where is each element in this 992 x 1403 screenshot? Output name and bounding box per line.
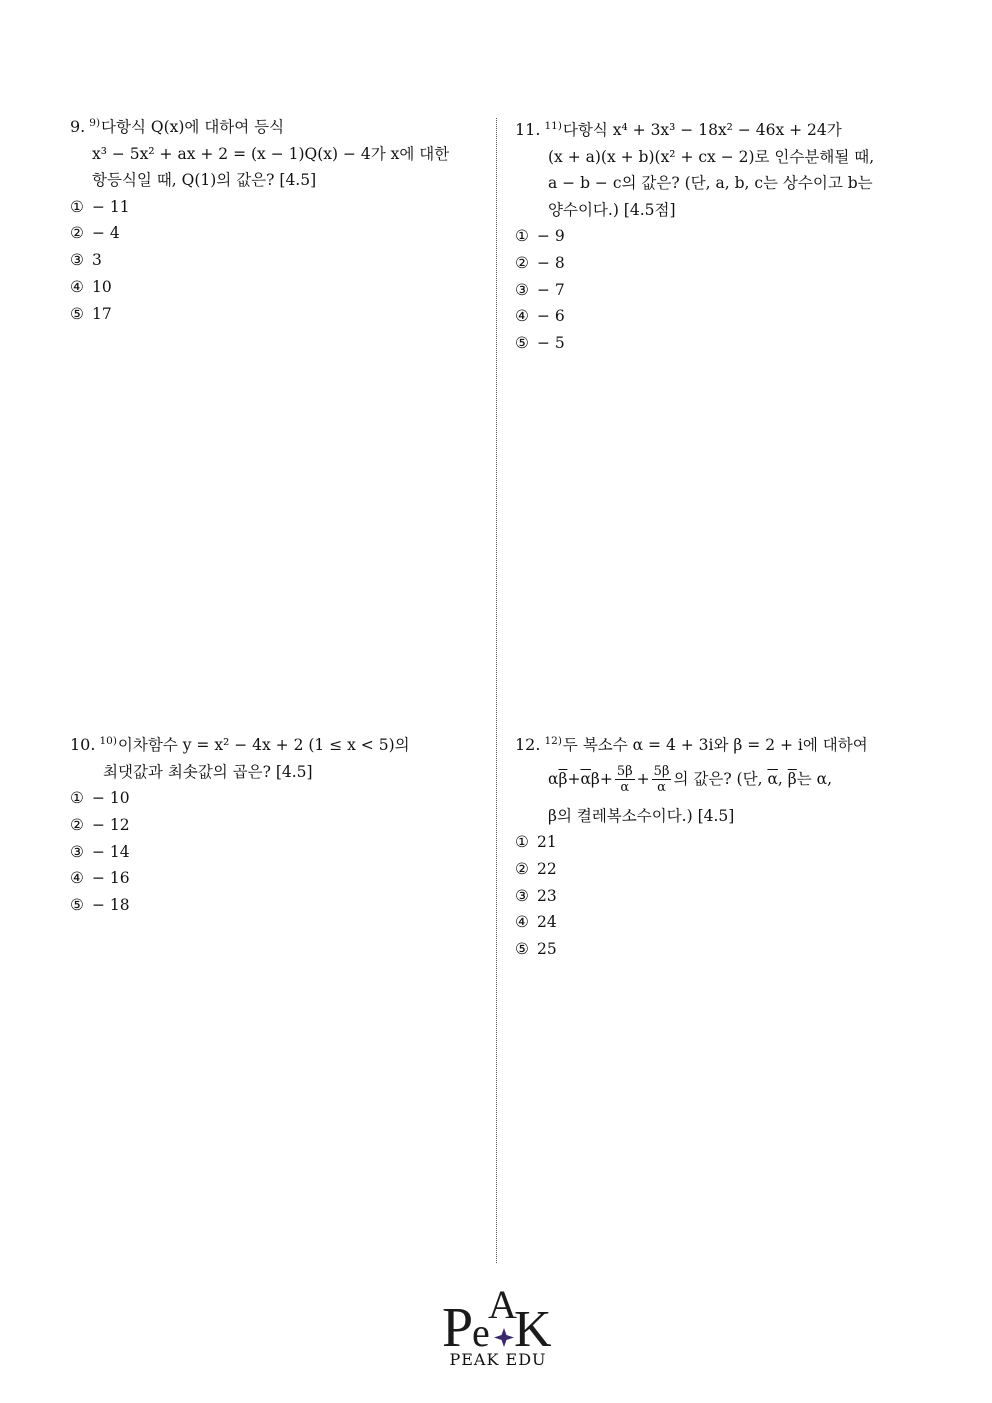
question-text: 다항식 x⁴ + 3x³ − 18x² − 46x + 24가 [562,121,842,139]
option-value: 23 [537,886,557,905]
answer-option[interactable] [70,812,410,839]
option-mark: ③ [515,280,529,299]
option-value: − 10 [92,789,130,807]
option-mark: ① [515,227,529,245]
option-value: 22 [537,859,557,878]
expr-plus: + [599,769,613,788]
option-mark: ④ [70,869,84,888]
logo-letter-a: A [488,1282,517,1327]
option-value: − 5 [537,334,565,353]
footnote-marker: 9) [89,116,101,129]
answer-option[interactable] [70,220,449,247]
footnote-marker: 11) [544,119,562,132]
option-mark: ④ [515,913,529,932]
fraction-2 [652,764,672,795]
option-mark: ② [515,859,529,878]
question-number: 10. [70,735,96,754]
star-icon [494,1328,514,1347]
option-mark: ④ [70,277,84,296]
question-text: 다항식 Q(x)에 대하여 등식 [101,118,285,136]
option-mark: ③ [70,842,84,861]
answer-option[interactable] [515,277,874,304]
expr-alpha-conj: $\overline{\alpha}$ [580,769,591,788]
answer-option[interactable] [515,250,874,277]
option-mark: ⑤ [515,334,529,353]
option-value: − 6 [537,307,565,326]
option-value: − 7 [537,280,565,299]
separator: , [777,769,788,788]
answer-option[interactable] [515,223,874,250]
option-value: 25 [537,940,557,959]
option-value: − 12 [92,815,130,834]
question-number: 12. [515,735,541,754]
question-text: (x + a)(x + b)(x² + cx − 2)로 인수분해될 때, [548,147,875,166]
answer-option[interactable] [515,883,868,910]
answer-option[interactable] [515,330,874,357]
option-value: − 4 [92,224,120,243]
question-12 [515,732,868,963]
answer-option[interactable] [70,274,449,301]
option-mark: ③ [515,886,529,905]
question-text: x³ − 5x² + ax + 2 = (x − 1)Q(x) − 4가 x에 대한 [92,144,450,163]
option-mark: ③ [70,251,84,270]
fraction-denominator: α [620,780,630,795]
option-value: 21 [537,833,557,851]
option-value: 3 [92,251,102,270]
footnote-marker: 10) [99,734,117,747]
option-value: − 14 [92,842,130,861]
option-mark: ① [70,197,84,216]
option-mark: ⑤ [70,896,84,915]
question-text: 는 α, [796,769,833,788]
conj-alpha: $\overline{\alpha}$ [767,769,778,788]
expr-plus: + [567,769,581,788]
answer-option[interactable] [70,839,410,866]
option-value: − 18 [92,896,130,915]
logo-letter-p: P [442,1297,474,1359]
question-text: 이차함수 y = x² − 4x + 2 (1 ≤ x < 5)의 [117,736,410,754]
option-mark: ② [515,253,529,272]
question-text: 항등식일 때, Q(1)의 값은? [4.5] [92,171,317,189]
answer-option[interactable] [515,936,868,963]
option-value: 24 [537,913,557,932]
column-divider [496,118,497,1263]
answer-option[interactable] [515,303,874,330]
question-text: 양수이다.) [4.5점] [548,200,676,219]
question-9 [70,114,449,327]
expr-alpha: α [548,769,559,788]
logo-caption: PEAK EDU [449,1350,547,1369]
question-number: 11. [515,120,541,139]
option-mark: ① [70,789,84,807]
expr-plus: + [636,769,650,788]
question-text: a − b − c의 값은? (단, a, b, c는 상수이고 b는 [548,174,873,192]
question-10 [70,732,410,919]
option-value: − 11 [92,197,130,216]
option-value: − 9 [537,227,565,245]
option-mark: ① [515,833,529,851]
option-mark: ④ [515,307,529,326]
answer-option[interactable] [70,892,410,919]
option-mark: ⑤ [70,304,84,323]
option-mark: ⑤ [515,940,529,959]
option-value: − 8 [537,253,565,272]
option-list [70,194,449,328]
fraction-denominator: α [657,780,666,795]
logo-letter-k: K [514,1301,552,1358]
question-text: 두 복소수 α = 4 + 3i와 β = 2 + i에 대하여 [562,736,868,754]
answer-option[interactable] [515,856,868,883]
question-expression [515,759,868,799]
option-list [515,829,868,963]
option-list [515,223,874,357]
answer-option[interactable] [515,909,868,936]
question-text: 의 값은? (단, [673,769,768,788]
answer-option[interactable] [70,865,410,892]
option-mark: ② [70,815,84,834]
answer-option[interactable] [70,785,410,812]
fraction-1 [615,764,635,795]
question-number: 9. [70,117,86,136]
expr-beta-conj: $\overline{\beta}$ [558,769,568,788]
answer-option[interactable] [70,247,449,274]
fraction-numerator: 5β [616,764,633,779]
option-list [70,785,410,919]
conj-beta: $\overline{\beta}$ [787,769,797,788]
expr-beta: β [590,769,600,788]
option-value: 17 [92,304,112,323]
footnote-marker: 12) [544,734,562,747]
option-value: 10 [92,277,112,296]
question-11 [515,117,874,357]
answer-option[interactable] [70,194,449,221]
option-value: − 16 [92,869,130,888]
option-mark: ② [70,224,84,243]
question-text: 최댓값과 최솟값의 곱은? [4.5] [103,762,313,781]
question-text: β의 켤레복소수이다.) [4.5] [548,806,735,825]
logo-letter-e: e [472,1310,490,1355]
answer-option[interactable] [515,829,868,856]
fraction-numerator: 5β [653,764,670,779]
answer-option[interactable] [70,301,449,328]
